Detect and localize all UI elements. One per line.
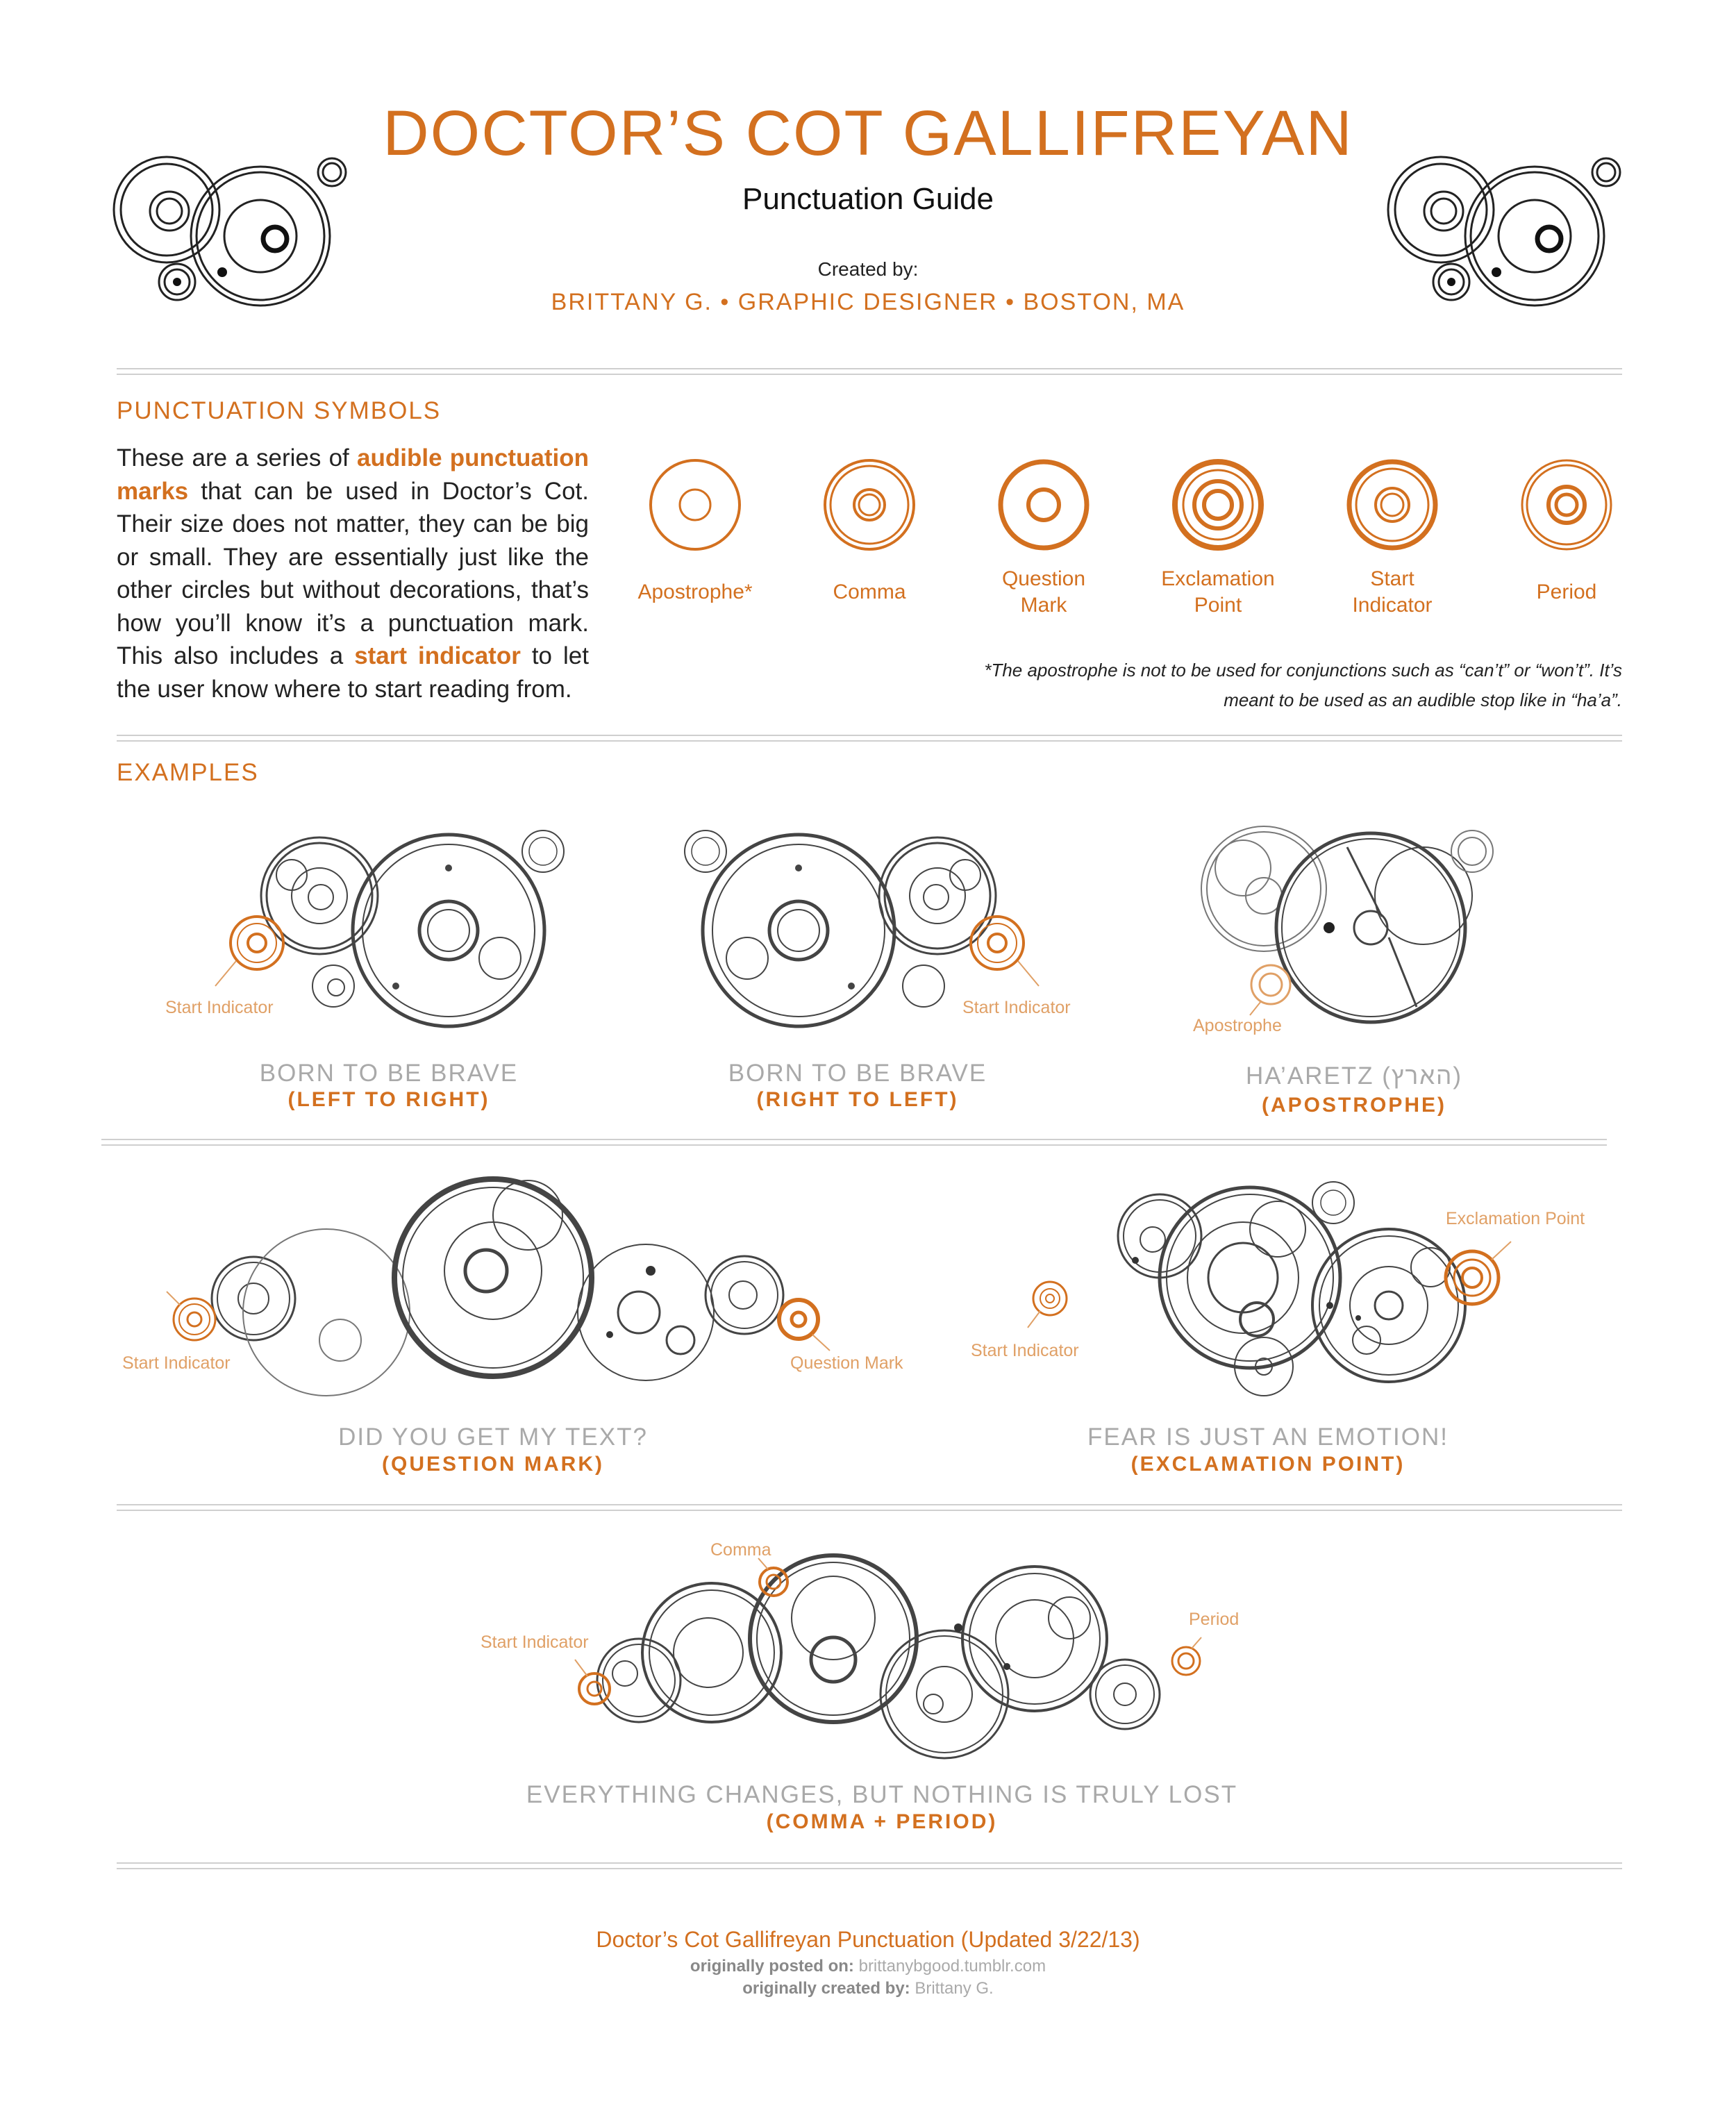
example-3-callout: Apostrophe [1193, 1016, 1282, 1035]
example-2-subtitle: (RIGHT TO LEFT) [756, 1088, 959, 1111]
example-2-callout: Start Indicator [962, 998, 1071, 1017]
example-4-callout-start: Start Indicator [122, 1353, 231, 1373]
footer-posted-link[interactable]: brittanybgood.tumblr.com [858, 1957, 1046, 1976]
footnote-line: *The apostrophe is not to be used for conjunctions such as “can’t” or “won’t”. It’s [984, 660, 1622, 681]
symbol-label-line: Comma [833, 581, 906, 603]
intro-text-1: These are a series of [117, 444, 358, 471]
symbol-label-line: Point [1194, 594, 1242, 617]
symbol-apostrophe [646, 456, 744, 553]
symbol-label-period [1490, 579, 1643, 606]
footnote-line: meant to be used as an audible stop like in “ha’a”. [1224, 690, 1622, 710]
example-3-glyph [1194, 819, 1514, 1049]
section-heading-examples: EXAMPLES [117, 759, 259, 786]
example-4-glyph [160, 1174, 854, 1396]
symbol-label-question [967, 566, 1120, 619]
example-5-subtitle: (EXCLAMATION POINT) [1130, 1453, 1405, 1476]
symbols-intro [117, 442, 589, 705]
symbol-label-line: Period [1536, 581, 1597, 603]
symbol-comma [821, 456, 918, 553]
divider [117, 735, 1622, 742]
symbol-period [1518, 456, 1615, 553]
divider [117, 1862, 1622, 1869]
created-by-label: Created by: [817, 258, 919, 280]
example-5-glyph [1014, 1174, 1569, 1396]
example-3-subtitle: (APOSTROPHE) [1261, 1094, 1446, 1117]
page-subtitle: Punctuation Guide [742, 182, 994, 216]
credit-line: BRITTANY G. • GRAPHIC DESIGNER • BOSTON, MA [551, 289, 1185, 315]
example-4-callout-end: Question Mark [790, 1353, 903, 1373]
footer-created-value: Brittany G. [915, 1979, 994, 1998]
example-4-subtitle: (QUESTION MARK) [382, 1453, 604, 1476]
header-glyph-right [1385, 153, 1621, 319]
symbol-label-comma [793, 579, 946, 606]
header-glyph-left [111, 153, 347, 319]
example-5-callout-end: Exclamation Point [1446, 1209, 1585, 1228]
example-3-title: HA’ARETZ (הארץ) [1245, 1062, 1463, 1089]
symbol-label-apostrophe [619, 579, 771, 606]
symbol-question-mark [995, 456, 1092, 553]
example-6-title: EVERYTHING CHANGES, BUT NOTHING IS TRULY LOST [526, 1781, 1238, 1808]
example-5-title: FEAR IS JUST AN EMOTION! [1087, 1423, 1449, 1451]
section-heading-symbols: PUNCTUATION SYMBOLS [117, 397, 442, 424]
example-1-glyph [215, 819, 604, 1049]
intro-highlight-start: start indicator [354, 642, 521, 669]
footer-created-label: originally created by: [742, 1979, 910, 1998]
footer-posted [0, 1957, 1736, 1976]
example-5-callout-start: Start Indicator [971, 1341, 1079, 1360]
symbol-label-line: Indicator [1352, 594, 1433, 617]
example-6-callout-start: Start Indicator [481, 1633, 589, 1652]
symbol-label-line: Exclamation [1161, 567, 1275, 590]
example-1-callout: Start Indicator [165, 998, 274, 1017]
symbols-footnote [719, 656, 1622, 715]
example-6-subtitle: (COMMA + PERIOD) [766, 1810, 998, 1833]
symbol-start-indicator [1344, 456, 1441, 553]
example-6-callout-period: Period [1189, 1610, 1240, 1629]
example-4-title: DID YOU GET MY TEXT? [338, 1423, 648, 1451]
intro-text-2: that can be used in Doctor’s Cot. Their size does not matter, they can be big or small. They are essentially just like the other circles but without decorations, that’s how you’ll know it’s a punctuation mark. This also includes a [117, 477, 589, 669]
symbol-label-start [1316, 566, 1469, 619]
footer-posted-label: originally posted on: [690, 1957, 854, 1976]
intro-highlight-audible: audible punctuation marks [117, 444, 590, 505]
footer-title: Doctor’s Cot Gallifreyan Punctuation (Updated 3/22/13) [596, 1927, 1140, 1952]
footer-created [0, 1979, 1736, 1998]
symbol-label-line: Question [1001, 567, 1086, 590]
example-6-callout-comma: Comma [710, 1540, 771, 1560]
example-1-title: BORN TO BE BRAVE [259, 1060, 519, 1087]
example-6-glyph [569, 1555, 1222, 1764]
example-1-subtitle: (LEFT TO RIGHT) [287, 1088, 490, 1111]
page-title: DOCTOR’S COT GALLIFREYAN [383, 98, 1353, 169]
intro-text-3: to let the user know where to start reading from. [117, 642, 589, 703]
example-2-title: BORN TO BE BRAVE [728, 1060, 987, 1087]
divider [117, 1504, 1622, 1511]
divider [117, 368, 1622, 375]
symbol-label-line: Apostrophe* [637, 581, 753, 603]
symbol-exclamation-point [1169, 456, 1267, 553]
symbol-label-exclamation [1142, 566, 1294, 619]
symbol-label-line: Mark [1020, 594, 1067, 617]
symbol-label-line: Start [1370, 567, 1414, 590]
divider [101, 1139, 1607, 1146]
